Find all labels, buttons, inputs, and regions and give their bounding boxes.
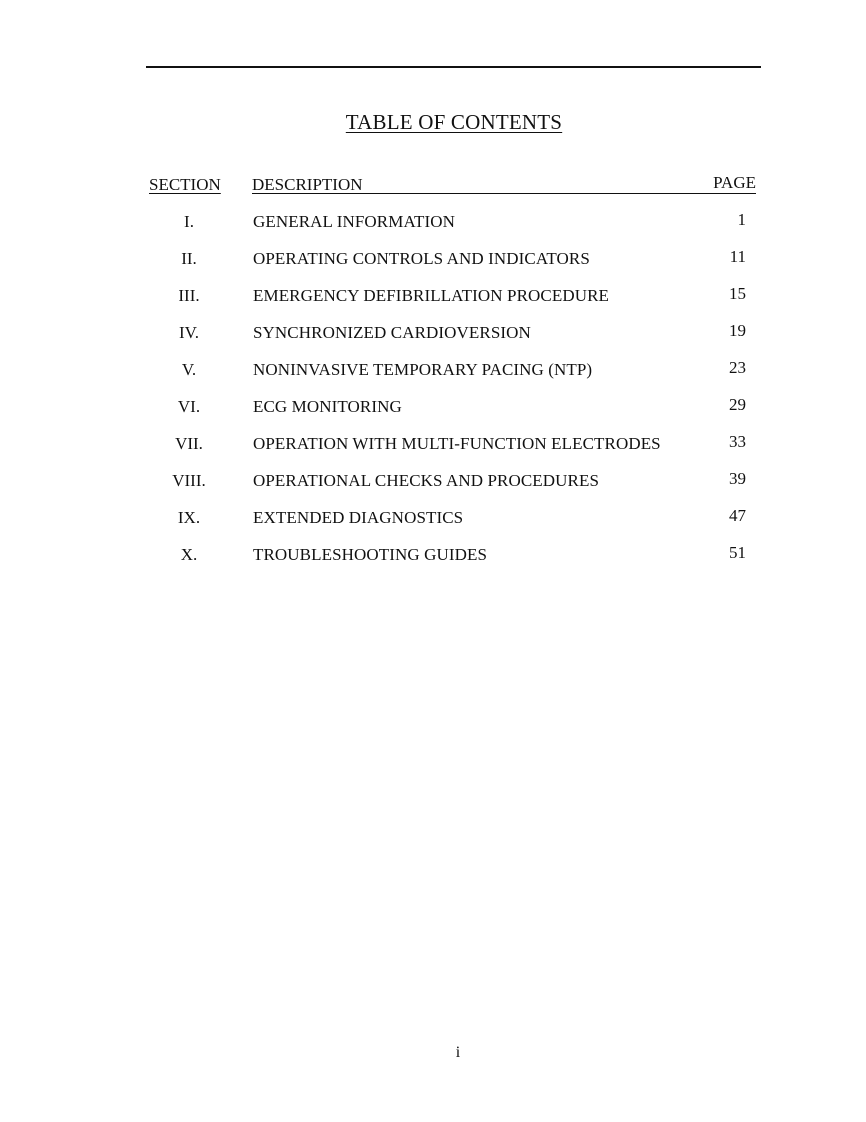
page-reference: 23 xyxy=(729,358,746,377)
page-reference: 11 xyxy=(729,247,746,266)
section-description: ECG MONITORING xyxy=(253,397,402,416)
toc-entry[interactable] xyxy=(0,247,866,284)
section-description: SYNCHRONIZED CARDIOVERSION xyxy=(253,323,531,342)
section-number: VI. xyxy=(177,397,201,416)
section-description: OPERATING CONTROLS AND INDICATORS xyxy=(253,249,590,268)
page-reference: 51 xyxy=(729,543,746,562)
page-number: i xyxy=(455,1044,461,1061)
section-column-header: SECTION xyxy=(149,175,221,194)
section-number: I. xyxy=(184,212,194,231)
top-rule xyxy=(146,66,761,68)
page-reference: 29 xyxy=(729,395,746,414)
description-column-header: DESCRIPTION xyxy=(252,175,363,194)
toc-entry[interactable] xyxy=(0,284,866,321)
page-column-header: PAGE xyxy=(713,173,756,192)
section-number: IX. xyxy=(177,508,201,527)
toc-entry[interactable] xyxy=(0,210,866,247)
column-headers xyxy=(0,173,866,199)
section-number: V. xyxy=(181,360,197,379)
section-description: EXTENDED DIAGNOSTICS xyxy=(253,508,464,527)
toc-entry[interactable] xyxy=(0,469,866,506)
header-rule xyxy=(252,193,756,194)
toc-entry[interactable] xyxy=(0,358,866,395)
section-number: II. xyxy=(181,249,197,268)
section-description: TROUBLESHOOTING GUIDES xyxy=(253,545,488,564)
page-title xyxy=(0,110,866,135)
section-description: GENERAL INFORMATION xyxy=(253,212,455,231)
section-description: OPERATIONAL CHECKS AND PROCEDURES xyxy=(253,471,600,490)
toc-entry[interactable] xyxy=(0,543,866,580)
section-description: NONINVASIVE TEMPORARY PACING (NTP) xyxy=(253,360,593,379)
section-number: III. xyxy=(178,286,200,305)
page-reference: 19 xyxy=(729,321,746,340)
section-number: X. xyxy=(180,545,198,564)
toc-entry[interactable] xyxy=(0,395,866,432)
page-title-text: TABLE OF CONTENTS xyxy=(345,110,563,134)
section-description: OPERATION WITH MULTI-FUNCTION ELECTRODES xyxy=(253,434,661,453)
page-reference: 15 xyxy=(729,284,746,303)
page-reference: 1 xyxy=(737,210,746,229)
page-reference: 33 xyxy=(729,432,746,451)
page-reference: 47 xyxy=(729,506,746,525)
section-number: VII. xyxy=(175,434,203,453)
toc-entry[interactable] xyxy=(0,506,866,543)
toc-list xyxy=(0,210,866,580)
toc-entry[interactable] xyxy=(0,321,866,358)
section-description: EMERGENCY DEFIBRILLATION PROCEDURE xyxy=(253,286,609,305)
page-reference: 39 xyxy=(729,469,746,488)
toc-entry[interactable] xyxy=(0,432,866,469)
section-number: IV. xyxy=(179,323,199,342)
section-number: VIII. xyxy=(172,471,206,490)
